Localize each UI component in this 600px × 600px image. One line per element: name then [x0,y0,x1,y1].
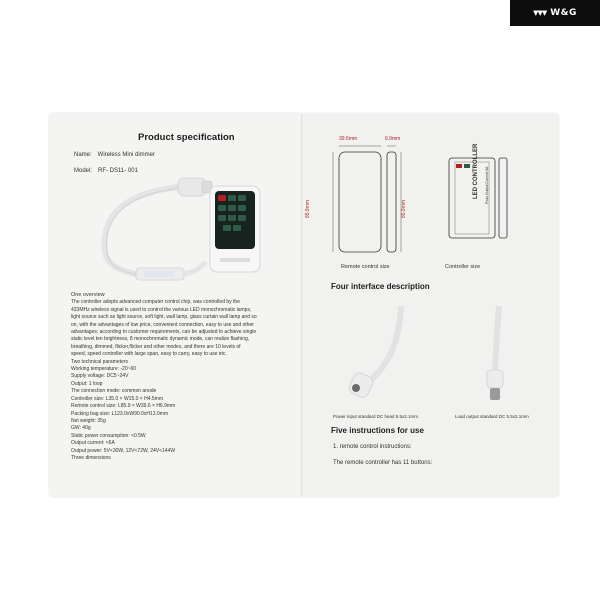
spec-line: The connection mode: common anode [71,388,157,395]
dimension-diagram [323,132,543,272]
spec-line: Output: 1 loop [71,380,103,387]
spec-line: Three dimensions [71,454,111,461]
instructions-heading: Five instructions for use [331,426,424,435]
name-row [74,152,155,158]
brand-logo-text: W&G [550,8,577,18]
spec-line: advantages; according to customer requirements, can be adjusted to achieve single [71,329,257,336]
name-label: Name: [74,152,92,158]
spec-line: Remote control size: L85.9 × W39.6 × H6.9mm [71,403,176,410]
instruction-line-1: 1. remote control instructions: [333,444,412,450]
spec-line: Static power consumption: <0.5W [71,432,146,439]
spec-line: on, with the advantages of low price, convenient connection, easy to use and other [71,321,254,328]
page-title: Product specification [138,132,235,143]
controller-size-caption: Controller size [445,264,481,270]
spec-line: Two technical parameters [71,358,128,365]
spec-line: 433MHz wireless signal is used to control the various LED monochromatic lamps, [71,306,252,313]
remote-size-caption: Remote control size [341,264,390,270]
dim-width-label: 39.6mm [339,136,358,142]
spec-line: The controller adopts advanced computer control chip, was controlled by the [71,299,240,306]
spec-line: Output power: 5V<30W, 12V<72W, 24V<144W [71,447,176,454]
spec-line: static level ten brightness, 8 monochromatic dynamic mode, can realize flashing, [71,336,250,343]
spec-line: Supply voltage: DC5~24V [71,373,129,380]
model-value: RF- DS11- 001 [98,168,138,174]
dim-height-label: 85.9mm [305,199,312,219]
power-input-caption: Power input standard DC head 5.5x2.1mm [333,414,419,419]
connector-photo [327,296,547,411]
load-output-caption: Load output standard DC 5.5x2.1mm [455,414,529,419]
controller-label: LED CONTROLLER [473,143,479,199]
brand-logo [510,0,600,26]
left-page [50,114,303,496]
spec-line: light source such as light source, soft light, wall lamp, glass curtain wall lamp and so [71,314,257,321]
spec-line: Output current: <6A [71,440,115,447]
spec-line: breathing, dimmed, flicker,flicker and other modes, and there are 10 levels of [71,343,241,350]
instruction-line-2: The remote controller has 11 buttons: [333,460,433,466]
name-value: Wireless Mini dimmer [97,152,156,158]
remote-control-icon [210,186,260,272]
right-page [305,114,558,496]
dim-height-side-label: 85.9mm [401,199,408,219]
spec-line: Controller size: L35.0 × W15.0 × H4.5mm [71,395,163,402]
dim-depth-label: 6.9mm [385,136,401,142]
spec-line: Packing bag size: L123.0xW90.0xH13.0mm [71,410,168,417]
controller-sublabel: Peak Output Current 6A [485,166,489,204]
spec-line: GW: 40g [71,425,91,432]
model-label: Model: [74,168,93,174]
specification-text [71,292,295,462]
product-photo [70,172,290,282]
interface-heading: Four interface description [331,282,430,291]
booklet [50,114,558,496]
spec-line: Net weight: 35g [71,417,106,424]
overview-heading: One overview [71,292,105,298]
wg-logo-icon: ▼▼▼ [533,9,547,17]
spec-line: speed, speed controller with large span, easy to carry, easy to use etc. [71,351,227,358]
spec-line: Working temperature: -20~60 [71,366,137,373]
